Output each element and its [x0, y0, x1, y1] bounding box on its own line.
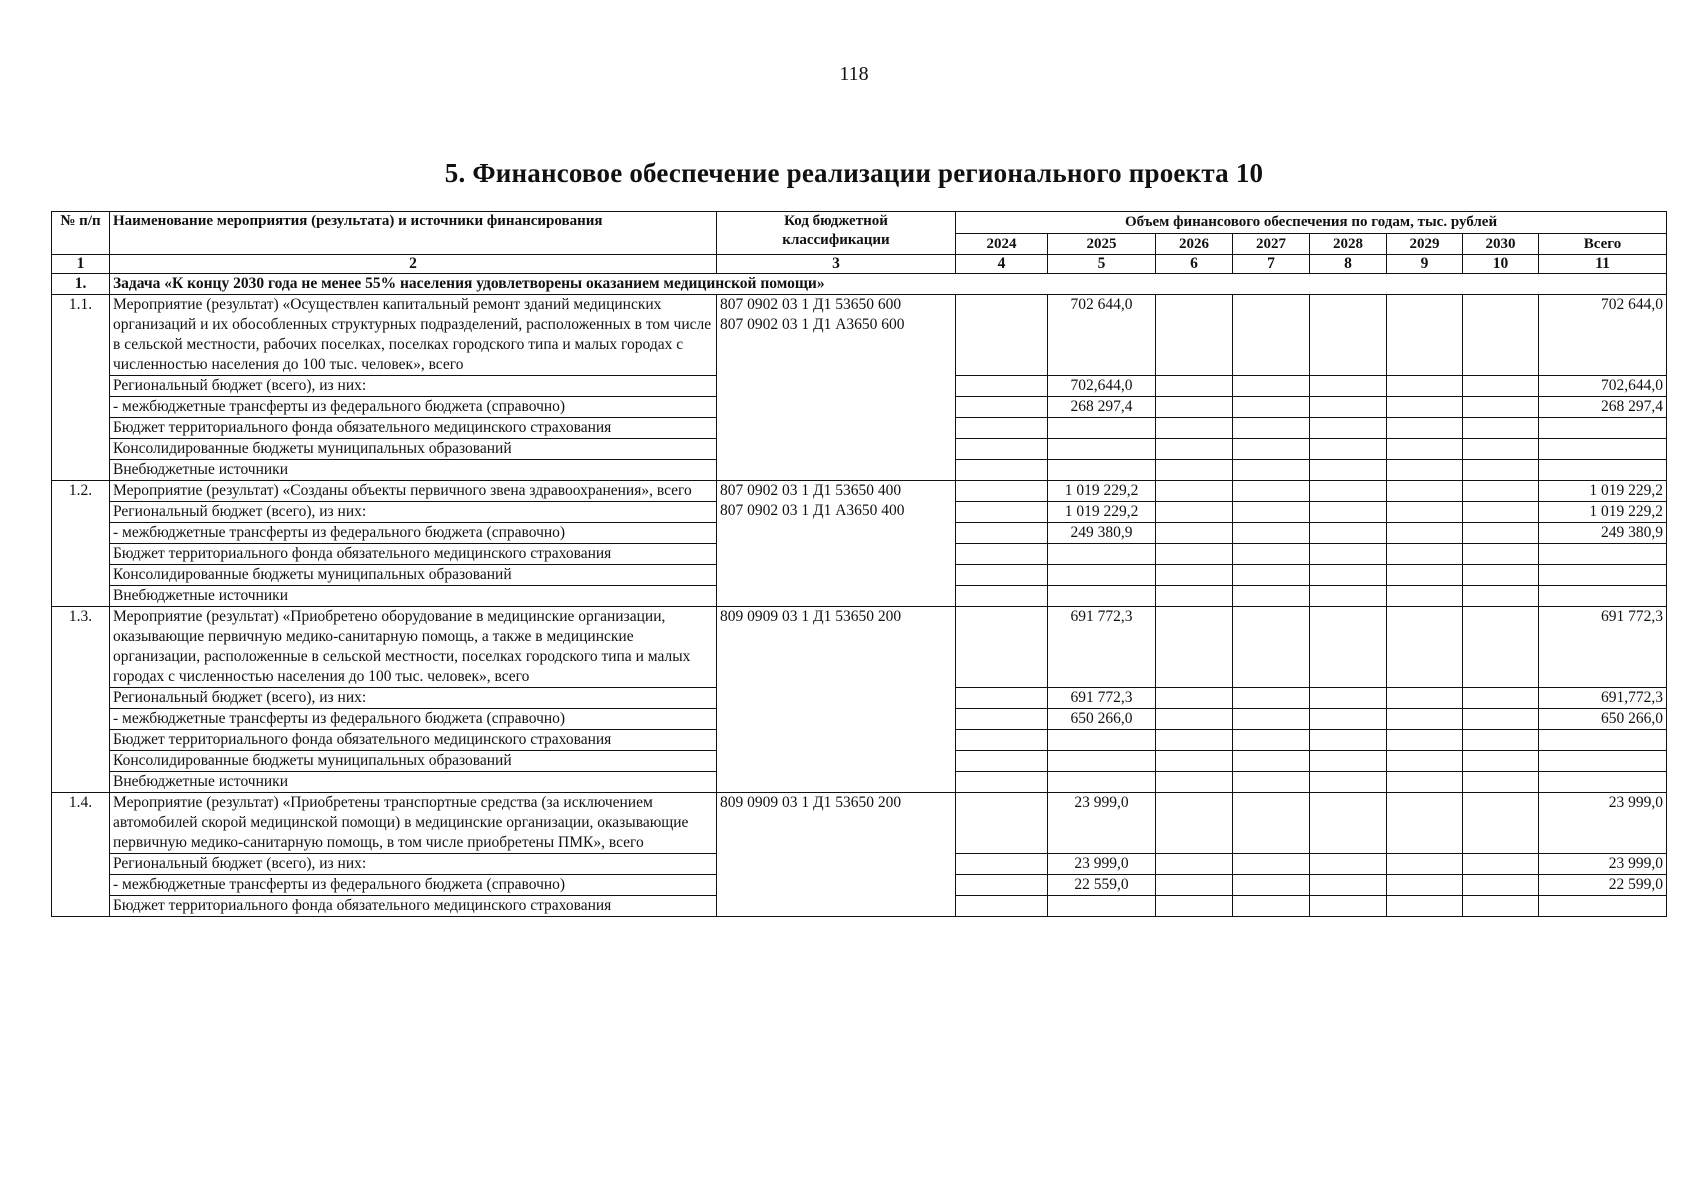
- measure-number: 1.4.: [52, 793, 110, 917]
- value-2029: [1387, 709, 1463, 730]
- value-2024: [956, 565, 1048, 586]
- value-2028: [1310, 544, 1387, 565]
- value-2029: [1387, 688, 1463, 709]
- value-2024: [956, 586, 1048, 607]
- budget-code-line: 809 0909 03 1 Д1 53650 200: [720, 608, 902, 625]
- value-2030: [1463, 688, 1539, 709]
- value-2029: [1387, 896, 1463, 917]
- value-2029: [1387, 586, 1463, 607]
- value-2028: [1310, 772, 1387, 793]
- value-2029: [1387, 854, 1463, 875]
- value-2030: [1463, 502, 1539, 523]
- header-num: № п/п: [52, 212, 110, 255]
- value-2030: [1463, 854, 1539, 875]
- measure-name: Мероприятие (результат) «Созданы объекты первичного звена здравоохранения», всего: [110, 481, 717, 502]
- measure-name: Мероприятие (результат) «Приобретено оборудование в медицинские организации, оказывающие первичную медико-санитарную помощь, а также в медицинские организации, расположенные в сельской местности, поселках городского типа и малых городах с численностью населения до 100 тыс. человек», всего: [110, 607, 717, 688]
- table-header: [52, 212, 1667, 274]
- source-name: Региональный бюджет (всего), из них:: [110, 376, 717, 397]
- budget-code: [717, 481, 956, 607]
- header-year-2030: 2030: [1463, 234, 1539, 255]
- value-2030: [1463, 565, 1539, 586]
- value-2024: [956, 295, 1048, 376]
- measure-row: [52, 793, 1667, 854]
- source-name: Консолидированные бюджеты муниципальных образований: [110, 439, 717, 460]
- value-2025: 702,644,0: [1048, 376, 1156, 397]
- value-2026: [1156, 709, 1233, 730]
- measure-name: Мероприятие (результат) «Приобретены транспортные средства (за исключением автомобилей скорой медицинской помощи) в медицинские организации, оказывающие первичную медико-санитарную помощь, в том числе приобретены ПМК», всего: [110, 793, 717, 854]
- source-name: Консолидированные бюджеты муниципальных образований: [110, 751, 717, 772]
- source-name: Внебюджетные источники: [110, 772, 717, 793]
- value-2029: [1387, 751, 1463, 772]
- value-2026: [1156, 460, 1233, 481]
- value-2026: [1156, 607, 1233, 688]
- value-2029: [1387, 607, 1463, 688]
- value-2024: [956, 439, 1048, 460]
- value-2024: [956, 481, 1048, 502]
- col-number: 7: [1233, 255, 1310, 274]
- value-2029: [1387, 772, 1463, 793]
- value-2028: [1310, 565, 1387, 586]
- value-2024: [956, 502, 1048, 523]
- value-2029: [1387, 376, 1463, 397]
- value-2024: [956, 523, 1048, 544]
- value-2026: [1156, 730, 1233, 751]
- measure-number: 1.3.: [52, 607, 110, 793]
- value-2030: [1463, 295, 1539, 376]
- value-2029: [1387, 544, 1463, 565]
- value-2029: [1387, 502, 1463, 523]
- value-2025: [1048, 460, 1156, 481]
- value-2026: [1156, 523, 1233, 544]
- value-total: 23 999,0: [1539, 854, 1667, 875]
- value-2027: [1233, 793, 1310, 854]
- value-total: [1539, 896, 1667, 917]
- value-2027: [1233, 586, 1310, 607]
- value-2025: [1048, 586, 1156, 607]
- source-name: - межбюджетные трансферты из федерального бюджета (справочно): [110, 875, 717, 896]
- value-2030: [1463, 418, 1539, 439]
- column-numbers-row: [52, 255, 1667, 274]
- budget-code-line: 807 0902 03 1 Д1 А3650 400: [720, 502, 905, 519]
- value-2026: [1156, 772, 1233, 793]
- value-2027: [1233, 709, 1310, 730]
- value-2026: [1156, 502, 1233, 523]
- value-2027: [1233, 439, 1310, 460]
- value-2027: [1233, 460, 1310, 481]
- value-total: [1539, 586, 1667, 607]
- header-year-2025: 2025: [1048, 234, 1156, 255]
- value-2028: [1310, 793, 1387, 854]
- col-number: 1: [52, 255, 110, 274]
- value-2027: [1233, 751, 1310, 772]
- source-name: Бюджет территориального фонда обязательного медицинского страхования: [110, 730, 717, 751]
- value-2028: [1310, 418, 1387, 439]
- value-total: [1539, 439, 1667, 460]
- value-2026: [1156, 586, 1233, 607]
- value-total: 249 380,9: [1539, 523, 1667, 544]
- value-2029: [1387, 397, 1463, 418]
- value-2030: [1463, 460, 1539, 481]
- value-2030: [1463, 709, 1539, 730]
- header-volume: Объем финансового обеспечения по годам, тыс. рублей: [956, 212, 1667, 234]
- value-2027: [1233, 523, 1310, 544]
- measure-number: 1.2.: [52, 481, 110, 607]
- value-total: 691,772,3: [1539, 688, 1667, 709]
- value-2027: [1233, 481, 1310, 502]
- header-name: Наименование мероприятия (результата) и источники финансирования: [110, 212, 717, 255]
- value-2024: [956, 730, 1048, 751]
- header-year-2028: 2028: [1310, 234, 1387, 255]
- value-2026: [1156, 854, 1233, 875]
- value-2026: [1156, 565, 1233, 586]
- value-2028: [1310, 586, 1387, 607]
- value-2026: [1156, 793, 1233, 854]
- col-number: 4: [956, 255, 1048, 274]
- value-2030: [1463, 793, 1539, 854]
- value-2026: [1156, 376, 1233, 397]
- budget-code-line: 807 0902 03 1 Д1 А3650 600: [720, 316, 905, 333]
- value-2027: [1233, 418, 1310, 439]
- header-year-2024: 2024: [956, 234, 1048, 255]
- value-2030: [1463, 523, 1539, 544]
- value-2029: [1387, 460, 1463, 481]
- value-2028: [1310, 502, 1387, 523]
- page-number: 118: [839, 63, 869, 85]
- value-total: 1 019 229,2: [1539, 481, 1667, 502]
- value-2027: [1233, 295, 1310, 376]
- value-total: [1539, 751, 1667, 772]
- value-2025: 249 380,9: [1048, 523, 1156, 544]
- col-number: 2: [110, 255, 717, 274]
- value-2028: [1310, 730, 1387, 751]
- value-2030: [1463, 439, 1539, 460]
- col-number: 10: [1463, 255, 1539, 274]
- value-2025: 1 019 229,2: [1048, 502, 1156, 523]
- source-name: - межбюджетные трансферты из федерального бюджета (справочно): [110, 397, 717, 418]
- value-2026: [1156, 875, 1233, 896]
- value-2028: [1310, 607, 1387, 688]
- value-2027: [1233, 772, 1310, 793]
- value-2025: [1048, 772, 1156, 793]
- value-2026: [1156, 896, 1233, 917]
- value-2025: 23 999,0: [1048, 793, 1156, 854]
- value-total: 691 772,3: [1539, 607, 1667, 688]
- value-2029: [1387, 418, 1463, 439]
- value-2025: [1048, 730, 1156, 751]
- source-name: Внебюджетные источники: [110, 586, 717, 607]
- value-total: 1 019 229,2: [1539, 502, 1667, 523]
- value-2024: [956, 709, 1048, 730]
- value-2030: [1463, 481, 1539, 502]
- value-2024: [956, 793, 1048, 854]
- value-2028: [1310, 896, 1387, 917]
- value-2028: [1310, 481, 1387, 502]
- value-2024: [956, 772, 1048, 793]
- value-2030: [1463, 772, 1539, 793]
- value-2027: [1233, 896, 1310, 917]
- value-2026: [1156, 418, 1233, 439]
- value-2028: [1310, 688, 1387, 709]
- value-2029: [1387, 439, 1463, 460]
- measure-row: [52, 295, 1667, 376]
- header-year-2029: 2029: [1387, 234, 1463, 255]
- source-name: Региональный бюджет (всего), из них:: [110, 688, 717, 709]
- value-total: 650 266,0: [1539, 709, 1667, 730]
- value-total: 702 644,0: [1539, 295, 1667, 376]
- value-2026: [1156, 295, 1233, 376]
- value-2028: [1310, 875, 1387, 896]
- measure-row: [52, 607, 1667, 688]
- value-2028: [1310, 854, 1387, 875]
- value-2027: [1233, 607, 1310, 688]
- value-total: [1539, 565, 1667, 586]
- value-total: [1539, 418, 1667, 439]
- value-2025: [1048, 896, 1156, 917]
- source-name: Бюджет территориального фонда обязательного медицинского страхования: [110, 544, 717, 565]
- value-2027: [1233, 875, 1310, 896]
- value-2024: [956, 896, 1048, 917]
- value-2025: [1048, 418, 1156, 439]
- budget-code: [717, 295, 956, 481]
- value-2025: 650 266,0: [1048, 709, 1156, 730]
- value-2027: [1233, 730, 1310, 751]
- source-name: Внебюджетные источники: [110, 460, 717, 481]
- col-number: 11: [1539, 255, 1667, 274]
- value-total: [1539, 730, 1667, 751]
- source-name: Бюджет территориального фонда обязательного медицинского страхования: [110, 896, 717, 917]
- value-2026: [1156, 397, 1233, 418]
- value-2030: [1463, 896, 1539, 917]
- value-2026: [1156, 481, 1233, 502]
- col-number: 8: [1310, 255, 1387, 274]
- source-name: Консолидированные бюджеты муниципальных образований: [110, 565, 717, 586]
- header-kbk: Код бюджетной классификации: [717, 212, 956, 255]
- task-row: [52, 274, 1667, 295]
- measure-number: 1.1.: [52, 295, 110, 481]
- value-2030: [1463, 751, 1539, 772]
- value-2024: [956, 460, 1048, 481]
- value-2030: [1463, 586, 1539, 607]
- value-2025: 23 999,0: [1048, 854, 1156, 875]
- value-2026: [1156, 439, 1233, 460]
- value-2026: [1156, 688, 1233, 709]
- value-2024: [956, 854, 1048, 875]
- budget-code-line: 809 0909 03 1 Д1 53650 200: [720, 794, 902, 811]
- value-2028: [1310, 397, 1387, 418]
- value-2027: [1233, 565, 1310, 586]
- value-2025: 22 559,0: [1048, 875, 1156, 896]
- source-name: - межбюджетные трансферты из федерального бюджета (справочно): [110, 709, 717, 730]
- source-name: Бюджет территориального фонда обязательного медицинского страхования: [110, 418, 717, 439]
- value-2030: [1463, 397, 1539, 418]
- value-2029: [1387, 481, 1463, 502]
- value-2025: [1048, 439, 1156, 460]
- value-2024: [956, 607, 1048, 688]
- value-2025: [1048, 751, 1156, 772]
- financing-table: [51, 211, 1667, 917]
- budget-code: [717, 607, 956, 793]
- value-2028: [1310, 439, 1387, 460]
- value-total: 23 999,0: [1539, 793, 1667, 854]
- value-2024: [956, 397, 1048, 418]
- value-2030: [1463, 607, 1539, 688]
- value-2025: 702 644,0: [1048, 295, 1156, 376]
- value-2030: [1463, 730, 1539, 751]
- value-2029: [1387, 875, 1463, 896]
- budget-code: [717, 793, 956, 917]
- budget-code-line: 807 0902 03 1 Д1 53650 600: [720, 296, 902, 313]
- value-2025: 691 772,3: [1048, 607, 1156, 688]
- col-number: 3: [717, 255, 956, 274]
- page-title: 5. Финансовое обеспечение реализации регионального проекта 10: [444, 158, 1264, 188]
- measure-name: Мероприятие (результат) «Осуществлен капитальный ремонт зданий медицинских организаций и их обособленных структурных подразделений, расположенных в том числе в сельской местности, рабочих поселках, поселках городского типа и малых городах с численностью населения до 100 тыс. человек», всего: [110, 295, 717, 376]
- value-2029: [1387, 730, 1463, 751]
- col-number: 9: [1387, 255, 1463, 274]
- value-2026: [1156, 751, 1233, 772]
- value-2026: [1156, 544, 1233, 565]
- value-2028: [1310, 376, 1387, 397]
- value-total: [1539, 772, 1667, 793]
- value-2029: [1387, 523, 1463, 544]
- value-2025: 268 297,4: [1048, 397, 1156, 418]
- value-2027: [1233, 502, 1310, 523]
- header-year-2026: 2026: [1156, 234, 1233, 255]
- value-2028: [1310, 523, 1387, 544]
- value-2025: 691 772,3: [1048, 688, 1156, 709]
- value-2030: [1463, 376, 1539, 397]
- value-2027: [1233, 376, 1310, 397]
- task-text: Задача «К концу 2030 года не менее 55% населения удовлетворены оказанием медицинской помощи»: [110, 274, 1667, 295]
- value-2027: [1233, 688, 1310, 709]
- value-2030: [1463, 875, 1539, 896]
- value-2027: [1233, 854, 1310, 875]
- col-number: 6: [1156, 255, 1233, 274]
- value-2024: [956, 751, 1048, 772]
- header-total: Всего: [1539, 234, 1667, 255]
- value-2028: [1310, 295, 1387, 376]
- col-number: 5: [1048, 255, 1156, 274]
- value-2029: [1387, 295, 1463, 376]
- value-2030: [1463, 544, 1539, 565]
- value-2024: [956, 418, 1048, 439]
- value-2024: [956, 376, 1048, 397]
- value-2028: [1310, 751, 1387, 772]
- value-2029: [1387, 793, 1463, 854]
- value-2028: [1310, 709, 1387, 730]
- source-name: - межбюджетные трансферты из федерального бюджета (справочно): [110, 523, 717, 544]
- value-2027: [1233, 544, 1310, 565]
- source-name: Региональный бюджет (всего), из них:: [110, 502, 717, 523]
- value-2025: [1048, 544, 1156, 565]
- value-total: [1539, 544, 1667, 565]
- measure-row: [52, 481, 1667, 502]
- table-body: [52, 274, 1667, 917]
- value-2025: 1 019 229,2: [1048, 481, 1156, 502]
- header-year-2027: 2027: [1233, 234, 1310, 255]
- task-number: 1.: [52, 274, 110, 295]
- value-2024: [956, 544, 1048, 565]
- budget-code-line: 807 0902 03 1 Д1 53650 400: [720, 482, 902, 499]
- value-total: 268 297,4: [1539, 397, 1667, 418]
- value-2024: [956, 875, 1048, 896]
- value-total: 702,644,0: [1539, 376, 1667, 397]
- value-total: 22 599,0: [1539, 875, 1667, 896]
- value-2025: [1048, 565, 1156, 586]
- value-2027: [1233, 397, 1310, 418]
- value-2028: [1310, 460, 1387, 481]
- source-name: Региональный бюджет (всего), из них:: [110, 854, 717, 875]
- value-2029: [1387, 565, 1463, 586]
- value-2024: [956, 688, 1048, 709]
- value-total: [1539, 460, 1667, 481]
